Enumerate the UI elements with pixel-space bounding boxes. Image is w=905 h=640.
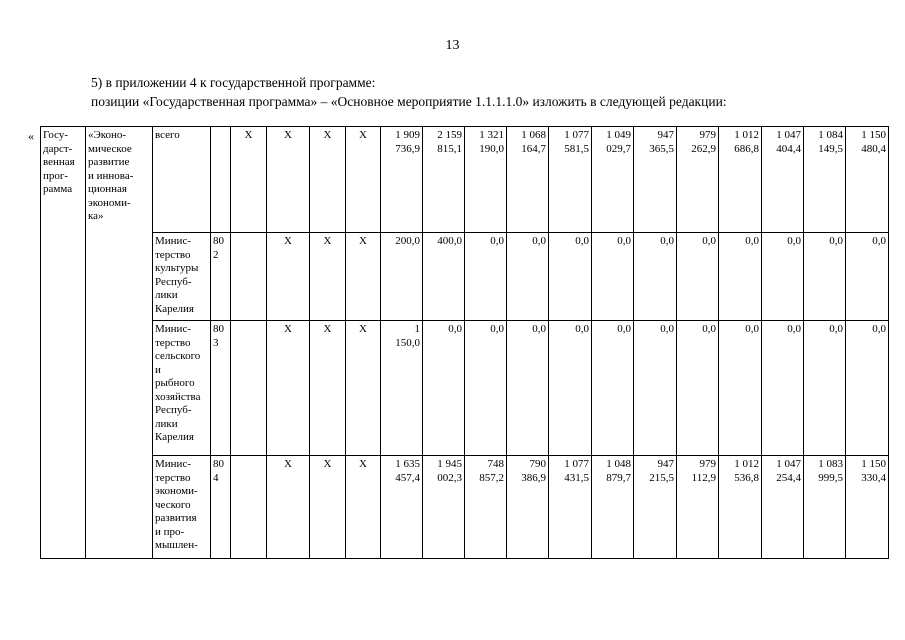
value-cell: 0,0 xyxy=(423,321,465,456)
program-name-cell: «Эконо- мическое развитие и иннова- ционная экономи- ка» xyxy=(86,127,153,559)
x-cell: Х xyxy=(310,127,346,233)
value-cell: 0,0 xyxy=(762,233,804,321)
intro-line-2: позиции «Государственная программа» – «Основное мероприятие 1.1.1.1.0» изложить в следующей редакции: xyxy=(91,94,727,109)
value-cell: 0,0 xyxy=(549,233,592,321)
opening-quote: « xyxy=(28,129,34,143)
value-cell: 0,0 xyxy=(465,321,507,456)
x-cell xyxy=(231,456,267,559)
value-cell: 2 159 815,1 xyxy=(423,127,465,233)
value-cell: 947 365,5 xyxy=(634,127,677,233)
value-cell: 1 084 149,5 xyxy=(804,127,846,233)
x-cell: Х xyxy=(267,321,310,456)
table-row xyxy=(41,127,889,233)
value-cell: 1 012 686,8 xyxy=(719,127,762,233)
x-cell: Х xyxy=(346,233,381,321)
value-cell: 0,0 xyxy=(507,321,549,456)
table-row xyxy=(41,456,889,559)
executor-cell: Минис- терство культуры Респуб- лики Карелия xyxy=(153,233,211,321)
value-cell: 0,0 xyxy=(634,321,677,456)
x-cell: Х xyxy=(346,127,381,233)
code-cell xyxy=(211,127,231,233)
value-cell: 1 635 457,4 xyxy=(381,456,423,559)
value-cell: 0,0 xyxy=(846,321,889,456)
value-cell: 0,0 xyxy=(762,321,804,456)
program-type-cell: Госу- дарст- венная прог- рамма xyxy=(41,127,86,559)
intro-line-1: 5) в приложении 4 к государственной программе: xyxy=(91,75,376,90)
table-row xyxy=(41,321,889,456)
value-cell: 0,0 xyxy=(507,233,549,321)
executor-cell: Минис- терство экономи- ческого развития и про- мышлен- xyxy=(153,456,211,559)
code-cell: 802 xyxy=(211,233,231,321)
value-cell: 1 077 431,5 xyxy=(549,456,592,559)
value-cell: 1 047 404,4 xyxy=(762,127,804,233)
value-cell: 0,0 xyxy=(592,233,634,321)
executor-cell: всего xyxy=(153,127,211,233)
x-cell: Х xyxy=(267,127,310,233)
value-cell: 748 857,2 xyxy=(465,456,507,559)
value-cell: 1 047 254,4 xyxy=(762,456,804,559)
value-cell: 1 150 330,4 xyxy=(846,456,889,559)
value-cell: 0,0 xyxy=(592,321,634,456)
x-cell: Х xyxy=(346,321,381,456)
value-cell: 1 909 736,9 xyxy=(381,127,423,233)
code-cell: 803 xyxy=(211,321,231,456)
value-cell: 947 215,5 xyxy=(634,456,677,559)
value-cell: 0,0 xyxy=(804,321,846,456)
executor-cell: Минис- терство сельского и рыбного хозяйства Респуб- лики Карелия xyxy=(153,321,211,456)
value-cell: 790 386,9 xyxy=(507,456,549,559)
value-cell: 0,0 xyxy=(465,233,507,321)
value-cell: 0,0 xyxy=(634,233,677,321)
value-cell: 0,0 xyxy=(549,321,592,456)
x-cell: Х xyxy=(267,233,310,321)
value-cell: 0,0 xyxy=(804,233,846,321)
x-cell: Х xyxy=(267,456,310,559)
value-cell: 1 077 581,5 xyxy=(549,127,592,233)
value-cell: 979 262,9 xyxy=(677,127,719,233)
value-cell: 0,0 xyxy=(719,321,762,456)
code-cell: 804 xyxy=(211,456,231,559)
value-cell: 1 083 999,5 xyxy=(804,456,846,559)
value-cell: 979 112,9 xyxy=(677,456,719,559)
table-row xyxy=(41,233,889,321)
value-cell: 0,0 xyxy=(677,321,719,456)
x-cell: Х xyxy=(310,321,346,456)
value-cell: 1 068 164,7 xyxy=(507,127,549,233)
value-cell: 1 945 002,3 xyxy=(423,456,465,559)
value-cell: 1 321 190,0 xyxy=(465,127,507,233)
page-number: 13 xyxy=(445,38,460,53)
value-cell: 400,0 xyxy=(423,233,465,321)
value-cell: 1 012 536,8 xyxy=(719,456,762,559)
value-cell: 200,0 xyxy=(381,233,423,321)
value-cell: 1 048 879,7 xyxy=(592,456,634,559)
x-cell: Х xyxy=(231,127,267,233)
value-cell: 0,0 xyxy=(719,233,762,321)
value-cell: 1 150 480,4 xyxy=(846,127,889,233)
x-cell xyxy=(231,233,267,321)
budget-table xyxy=(40,126,889,559)
value-cell: 0,0 xyxy=(846,233,889,321)
x-cell xyxy=(231,321,267,456)
x-cell: Х xyxy=(346,456,381,559)
value-cell: 1 150,0 xyxy=(381,321,423,456)
value-cell: 1 049 029,7 xyxy=(592,127,634,233)
x-cell: Х xyxy=(310,233,346,321)
value-cell: 0,0 xyxy=(677,233,719,321)
x-cell: Х xyxy=(310,456,346,559)
